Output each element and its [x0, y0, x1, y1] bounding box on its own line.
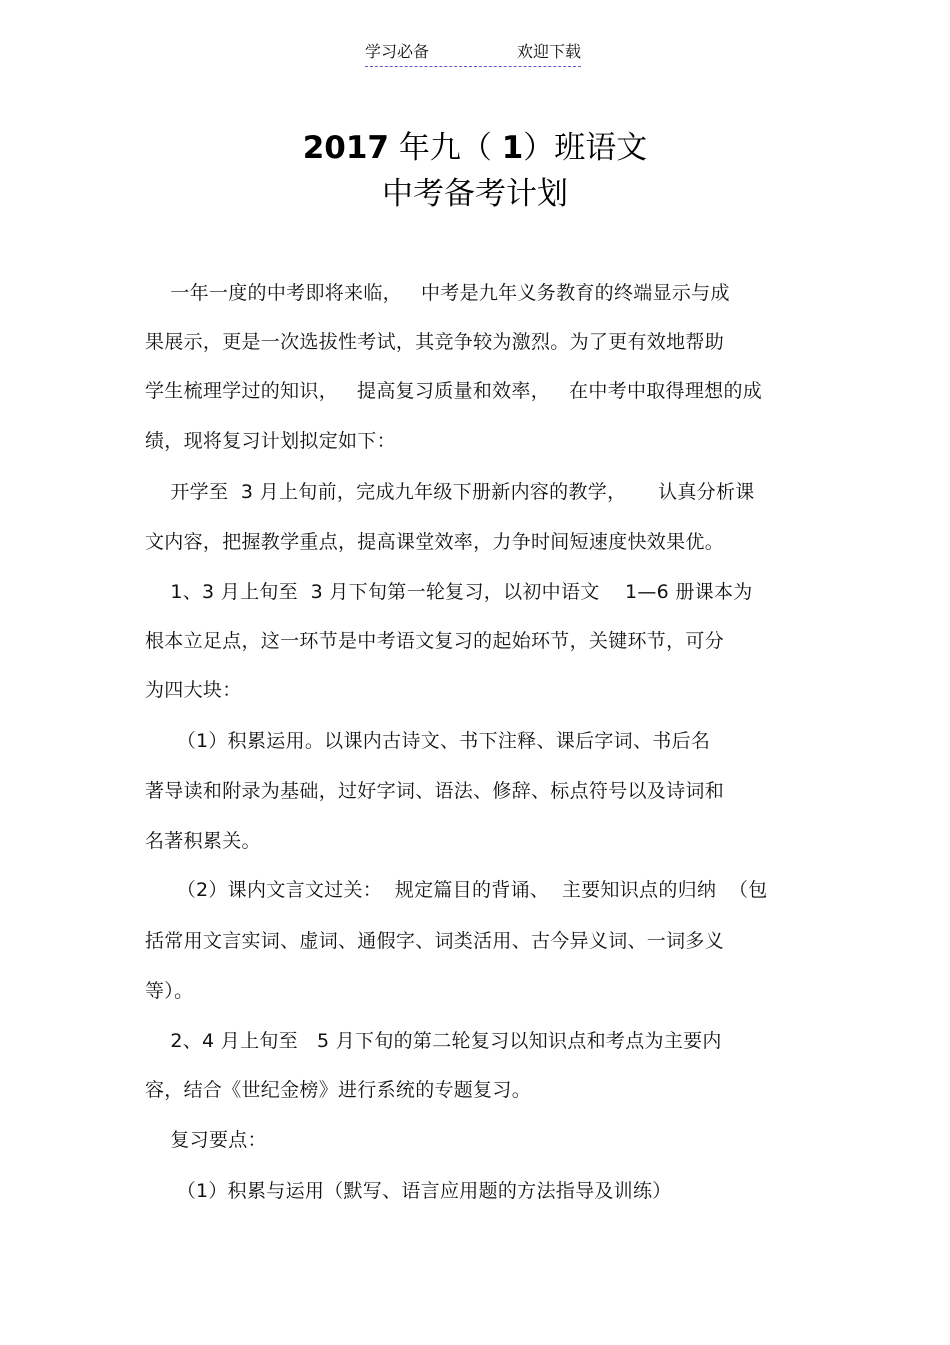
- body-line: （1）积累运用。以课内古诗文、书下注释、课后字词、书后名: [145, 730, 711, 752]
- body-line: 容，结合《世纪金榜》进行系统的专题复习。: [145, 1079, 532, 1101]
- body-line: （1）积累与运用（默写、语言应用题的方法指导及训练）: [145, 1180, 672, 1202]
- body-line: 开学至 3 月上旬前，完成九年级下册新内容的教学， 认真分析课: [145, 481, 755, 503]
- title-part-a: 年九（: [388, 130, 502, 166]
- header-left-text: 学习必备: [365, 42, 430, 61]
- body-line: 一年一度的中考即将来临， 中考是九年义务教育的终端显示与成: [145, 282, 730, 304]
- body-line: （2）课内文言文过关： 规定篇目的背诵、 主要知识点的归纳 （包: [145, 879, 768, 901]
- body-line: 绩，现将复习计划拟定如下：: [145, 430, 396, 452]
- title-class-number: 1: [501, 130, 524, 166]
- body-line: 括常用文言实词、虚词、通假字、词类活用、古今异义词、一词多义: [145, 930, 725, 952]
- body-line: 文内容，把握教学重点，提高课堂效率，力争时间短速度快效果优。: [145, 531, 725, 553]
- body-line: 名著积累关。: [145, 830, 261, 852]
- body-line: 著导读和附录为基础，过好字词、语法、修辞、标点符号以及诗词和: [145, 780, 725, 802]
- document-title-line2: 中考备考计划: [382, 176, 568, 212]
- document-title-line1: [0, 126, 950, 170]
- title-part-b: ）班语文: [523, 130, 648, 166]
- body-line: 果展示，更是一次选拔性考试，其竞争较为激烈。为了更有效地帮助: [145, 331, 725, 353]
- body-line: 2、4 月上旬至 5 月下旬的第二轮复习以知识点和考点为主要内: [145, 1030, 722, 1052]
- body-line: 学生梳理学过的知识， 提高复习质量和效率， 在中考中取得理想的成: [145, 380, 763, 402]
- body-line: 复习要点：: [145, 1129, 267, 1151]
- header-right-text: 欢迎下载: [516, 42, 581, 61]
- body-line: 为四大块：: [145, 679, 242, 701]
- page-header: [365, 40, 581, 67]
- body-line: 根本立足点，这一环节是中考语文复习的起始环节，关键环节，可分: [145, 630, 725, 652]
- title-year: 2017: [302, 130, 389, 166]
- body-line: 等）。: [145, 980, 194, 1002]
- body-line: 1、3 月上旬至 3 月下旬第一轮复习，以初中语文 1—6 册课本为: [145, 581, 753, 603]
